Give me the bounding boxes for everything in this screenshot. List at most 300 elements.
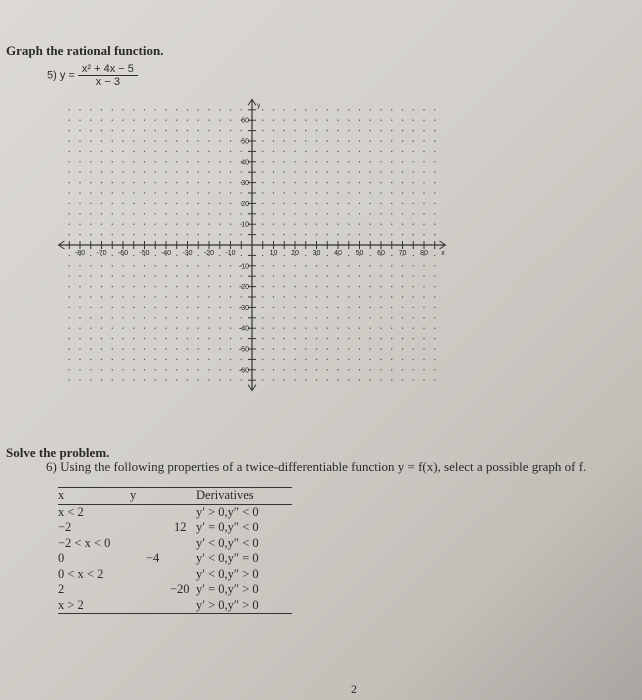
grid-dot — [305, 130, 306, 131]
grid-dot — [230, 369, 231, 370]
grid-dot — [284, 192, 285, 193]
grid-dot — [144, 140, 145, 141]
grid-dot — [198, 276, 199, 277]
grid-dot — [327, 380, 328, 381]
cell-derivatives: y′ = 0,y″ < 0 — [196, 520, 259, 535]
grid-dot — [413, 203, 414, 204]
grid-dot — [112, 286, 113, 287]
x-tick-label: 10 — [269, 250, 278, 257]
grid-dot — [305, 380, 306, 381]
grid-dot — [370, 255, 371, 256]
grid-dot — [122, 120, 123, 121]
grid-dot — [262, 182, 263, 183]
grid-dot — [380, 317, 381, 318]
grid-dot — [165, 224, 166, 225]
grid-dot — [176, 317, 177, 318]
grid-dot — [230, 151, 231, 152]
grid-dot — [230, 109, 231, 110]
grid-dot — [79, 338, 80, 339]
grid-dot — [413, 213, 414, 214]
grid-dot — [370, 348, 371, 349]
grid-dot — [402, 213, 403, 214]
grid-dot — [273, 234, 274, 235]
grid-dot — [219, 380, 220, 381]
grid-dot — [370, 130, 371, 131]
grid-dot — [122, 140, 123, 141]
grid-dot — [273, 161, 274, 162]
grid-dot — [434, 359, 435, 360]
grid-dot — [90, 213, 91, 214]
grid-dot — [294, 265, 295, 266]
grid-dot — [90, 328, 91, 329]
grid-dot — [79, 130, 80, 131]
grid-dot — [187, 307, 188, 308]
grid-dot — [284, 120, 285, 121]
grid-dot — [327, 265, 328, 266]
grid-dot — [413, 359, 414, 360]
grid-dot — [155, 286, 156, 287]
grid-dot — [208, 224, 209, 225]
grid-dot — [262, 203, 263, 204]
grid-dot — [79, 224, 80, 225]
grid-dot — [155, 161, 156, 162]
grid-dot — [219, 317, 220, 318]
grid-dot — [79, 161, 80, 162]
grid-dot — [90, 203, 91, 204]
grid-dot — [370, 161, 371, 162]
grid-dot — [434, 369, 435, 370]
grid-dot — [423, 348, 424, 349]
grid-dot — [133, 172, 134, 173]
grid-dot — [230, 140, 231, 141]
grid-dot — [122, 286, 123, 287]
grid-dot — [262, 317, 263, 318]
grid-dot — [79, 328, 80, 329]
grid-dot — [219, 338, 220, 339]
y-tick-label: -30 — [238, 304, 249, 312]
grid-dot — [176, 348, 177, 349]
grid-dot — [165, 348, 166, 349]
grid-dot — [101, 328, 102, 329]
grid-dot — [413, 234, 414, 235]
grid-dot — [112, 130, 113, 131]
grid-dot — [327, 307, 328, 308]
grid-dot — [370, 265, 371, 266]
grid-dot — [327, 296, 328, 297]
grid-dot — [165, 172, 166, 173]
grid-dot — [305, 182, 306, 183]
grid-dot — [176, 109, 177, 110]
grid-dot — [359, 307, 360, 308]
grid-dot — [370, 328, 371, 329]
grid-dot — [294, 348, 295, 349]
grid-dot — [230, 120, 231, 121]
grid-dot — [122, 109, 123, 110]
grid-dot — [79, 359, 80, 360]
grid-dot — [294, 182, 295, 183]
grid-dot — [219, 307, 220, 308]
grid-dot — [112, 338, 113, 339]
grid-dot — [316, 172, 317, 173]
grid-dot — [413, 296, 414, 297]
grid-dot — [79, 348, 80, 349]
grid-dot — [101, 338, 102, 339]
grid-dot — [413, 182, 414, 183]
y-tick-label: 20 — [241, 200, 249, 208]
grid-dot — [230, 130, 231, 131]
grid-dot — [391, 192, 392, 193]
grid-dot — [101, 348, 102, 349]
grid-dot — [101, 192, 102, 193]
cell-x: 0 < x < 2 — [58, 566, 104, 581]
grid-dot — [144, 109, 145, 110]
grid-dot — [337, 120, 338, 121]
grid-dot — [402, 307, 403, 308]
grid-dot — [69, 172, 70, 173]
grid-dot — [262, 328, 263, 329]
grid-dot — [284, 296, 285, 297]
grid-dot — [359, 328, 360, 329]
grid-dot — [241, 213, 242, 214]
grid-dot — [305, 151, 306, 152]
grid-dot — [133, 265, 134, 266]
grid-dot — [402, 192, 403, 193]
grid-dot — [155, 255, 156, 256]
grid-dot — [402, 234, 403, 235]
grid-dot — [273, 192, 274, 193]
grid-dot — [434, 151, 435, 152]
grid-dot — [230, 234, 231, 235]
grid-dot — [348, 172, 349, 173]
grid-dot — [337, 224, 338, 225]
grid-dot — [337, 296, 338, 297]
problem6-text: 6) Using the following properties of a twice-differentiable function y = f(x), select a possible graph of f. — [46, 459, 587, 474]
grid-dot — [370, 338, 371, 339]
grid-dot — [198, 161, 199, 162]
grid-dot — [155, 203, 156, 204]
grid-dot — [90, 359, 91, 360]
grid-dot — [337, 213, 338, 214]
grid-dot — [187, 234, 188, 235]
grid-dot — [122, 338, 123, 339]
numerator: x² + 4x − 5 — [78, 63, 138, 76]
grid-dot — [359, 120, 360, 121]
grid-dot — [241, 192, 242, 193]
grid-dot — [359, 203, 360, 204]
grid-dot — [187, 369, 188, 370]
grid-dot — [198, 380, 199, 381]
grid-dot — [402, 161, 403, 162]
grid-dot — [305, 276, 306, 277]
grid-dot — [273, 140, 274, 141]
grid-dot — [434, 203, 435, 204]
grid-dot — [208, 338, 209, 339]
grid-dot — [413, 120, 414, 121]
grid-dot — [133, 213, 134, 214]
grid-dot — [133, 286, 134, 287]
grid-dot — [273, 265, 274, 266]
grid-dot — [187, 109, 188, 110]
fraction — [78, 63, 138, 88]
grid-dot — [413, 265, 414, 266]
grid-dot — [262, 224, 263, 225]
grid-dot — [208, 276, 209, 277]
grid-dot — [262, 276, 263, 277]
grid-dot — [434, 317, 435, 318]
grid-dot — [348, 328, 349, 329]
grid-dot — [434, 224, 435, 225]
grid-dot — [219, 255, 220, 256]
grid-dot — [230, 296, 231, 297]
grid-dot — [165, 359, 166, 360]
table-row — [58, 551, 292, 567]
grid-dot — [144, 369, 145, 370]
grid-dot — [380, 182, 381, 183]
grid-dot — [90, 317, 91, 318]
grid-dot — [165, 317, 166, 318]
grid-dot — [112, 120, 113, 121]
grid-dot — [133, 328, 134, 329]
grid-dot — [90, 286, 91, 287]
coordinate-grid[interactable] — [55, 95, 455, 400]
grid-dot — [144, 192, 145, 193]
grid-dot — [187, 120, 188, 121]
x-tick-label: -20 — [203, 250, 215, 257]
grid-dot — [370, 296, 371, 297]
grid-dot — [176, 276, 177, 277]
grid-dot — [230, 224, 231, 225]
grid-dot — [230, 307, 231, 308]
grid-dot — [348, 192, 349, 193]
grid-dot — [144, 338, 145, 339]
grid-dot — [284, 161, 285, 162]
grid-dot — [348, 224, 349, 225]
grid-dot — [176, 140, 177, 141]
grid-dot — [284, 359, 285, 360]
grid-dot — [284, 109, 285, 110]
grid-dot — [262, 140, 263, 141]
grid-dot — [284, 265, 285, 266]
grid-dot — [348, 213, 349, 214]
grid-dot — [144, 172, 145, 173]
grid-dot — [337, 328, 338, 329]
grid-dot — [380, 161, 381, 162]
grid-dot — [327, 234, 328, 235]
grid-dot — [348, 130, 349, 131]
grid-dot — [69, 120, 70, 121]
grid-dot — [402, 276, 403, 277]
grid-dot — [219, 213, 220, 214]
grid-dot — [144, 317, 145, 318]
grid-dot — [370, 380, 371, 381]
grid-dot — [122, 224, 123, 225]
grid-dot — [112, 182, 113, 183]
cell-y: 12 — [174, 520, 187, 535]
grid-dot — [262, 213, 263, 214]
grid-dot — [262, 192, 263, 193]
grid-dot — [327, 182, 328, 183]
grid-dot — [370, 224, 371, 225]
grid-dot — [284, 348, 285, 349]
grid-dot — [144, 380, 145, 381]
grid-dot — [155, 359, 156, 360]
grid-dot — [155, 140, 156, 141]
denominator: x − 3 — [95, 76, 120, 88]
grid-dot — [241, 109, 242, 110]
grid-dot — [79, 213, 80, 214]
grid-dot — [348, 307, 349, 308]
grid-dot — [262, 359, 263, 360]
x-tick-label: -50 — [139, 250, 150, 257]
grid-dot — [69, 182, 70, 183]
grid-dot — [370, 120, 371, 121]
grid-dot — [69, 255, 70, 256]
grid-dot — [187, 213, 188, 214]
grid-dot — [370, 192, 371, 193]
grid-dot — [165, 307, 166, 308]
grid-dot — [101, 213, 102, 214]
grid-dot — [370, 234, 371, 235]
grid-dot — [348, 109, 349, 110]
x-tick-label: -80 — [74, 250, 86, 257]
grid-dot — [359, 380, 360, 381]
grid-dot — [391, 182, 392, 183]
grid-dot — [262, 265, 263, 266]
grid-dot — [348, 317, 349, 318]
grid-dot — [219, 369, 220, 370]
grid-dot — [316, 328, 317, 329]
grid-dot — [122, 359, 123, 360]
grid-dot — [294, 234, 295, 235]
grid-dot — [337, 140, 338, 141]
y-tick-label: 60 — [241, 117, 249, 125]
grid-dot — [198, 338, 199, 339]
grid-dot — [230, 213, 231, 214]
grid-dot — [413, 109, 414, 110]
grid-dot — [112, 328, 113, 329]
grid-dot — [122, 317, 123, 318]
grid-dot — [122, 151, 123, 152]
grid-dot — [359, 213, 360, 214]
grid-dot — [423, 307, 424, 308]
grid-dot — [294, 307, 295, 308]
grid-dot — [101, 286, 102, 287]
grid-dot — [165, 265, 166, 266]
grid-dot — [284, 172, 285, 173]
x-tick-label: -60 — [117, 250, 129, 257]
grid-dot — [122, 276, 123, 277]
grid-dot — [208, 182, 209, 183]
grid-dot — [176, 203, 177, 204]
grid-dot — [230, 161, 231, 162]
cell-derivatives: y′ < 0,y″ = 0 — [196, 551, 259, 566]
grid-dot — [434, 307, 435, 308]
grid-dot — [337, 109, 338, 110]
grid-dot — [219, 120, 220, 121]
grid-dot — [155, 317, 156, 318]
grid-dot — [198, 359, 199, 360]
grid-dot — [380, 276, 381, 277]
grid-dot — [423, 192, 424, 193]
grid-dot — [273, 203, 274, 204]
grid-dot — [337, 151, 338, 152]
table-row — [58, 598, 292, 614]
grid-dot — [112, 296, 113, 297]
grid-dot — [219, 130, 220, 131]
x-tick-label: -70 — [96, 250, 107, 257]
grid-dot — [316, 224, 317, 225]
grid-dot — [101, 203, 102, 204]
cell-x: −2 < x < 0 — [58, 535, 111, 550]
grid-dot — [198, 265, 199, 266]
grid-dot — [423, 130, 424, 131]
grid-dot — [155, 151, 156, 152]
grid-dot — [198, 296, 199, 297]
grid-dot — [316, 161, 317, 162]
grid-dot — [434, 276, 435, 277]
grid-dot — [337, 286, 338, 287]
grid-dot — [423, 172, 424, 173]
grid-dot — [305, 120, 306, 121]
grid-dot — [101, 369, 102, 370]
grid-dot — [122, 328, 123, 329]
x-tick-label: 20 — [291, 250, 299, 257]
grid-dot — [391, 369, 392, 370]
grid-dot — [273, 369, 274, 370]
grid-dot — [69, 307, 70, 308]
grid-dot — [391, 172, 392, 173]
grid-dot — [208, 172, 209, 173]
grid-dot — [273, 276, 274, 277]
grid-dot — [112, 192, 113, 193]
grid-dot — [370, 276, 371, 277]
grid-dot — [294, 317, 295, 318]
grid-dot — [327, 348, 328, 349]
grid-dot — [327, 151, 328, 152]
grid-dot — [144, 296, 145, 297]
grid-dot — [155, 130, 156, 131]
grid-dot — [208, 307, 209, 308]
grid-dot — [176, 172, 177, 173]
grid-dot — [155, 172, 156, 173]
grid-dot — [133, 317, 134, 318]
grid-dot — [327, 203, 328, 204]
x-tick-label: 60 — [377, 250, 385, 257]
grid-dot — [90, 348, 91, 349]
grid-dot — [294, 203, 295, 204]
grid-dot — [69, 151, 70, 152]
grid-dot — [305, 213, 306, 214]
grid-dot — [370, 307, 371, 308]
grid-dot — [402, 140, 403, 141]
grid-dot — [198, 130, 199, 131]
grid-dot — [144, 276, 145, 277]
grid-dot — [434, 161, 435, 162]
grid-dot — [262, 286, 263, 287]
grid-dot — [208, 161, 209, 162]
grid-dot — [208, 234, 209, 235]
grid-dot — [423, 213, 424, 214]
grid-dot — [79, 265, 80, 266]
grid-dot — [187, 296, 188, 297]
grid-dot — [155, 192, 156, 193]
grid-dot — [144, 182, 145, 183]
grid-dot — [165, 213, 166, 214]
grid-dot — [112, 255, 113, 256]
grid-dot — [90, 192, 91, 193]
grid-dot — [208, 203, 209, 204]
grid-dot — [402, 130, 403, 131]
